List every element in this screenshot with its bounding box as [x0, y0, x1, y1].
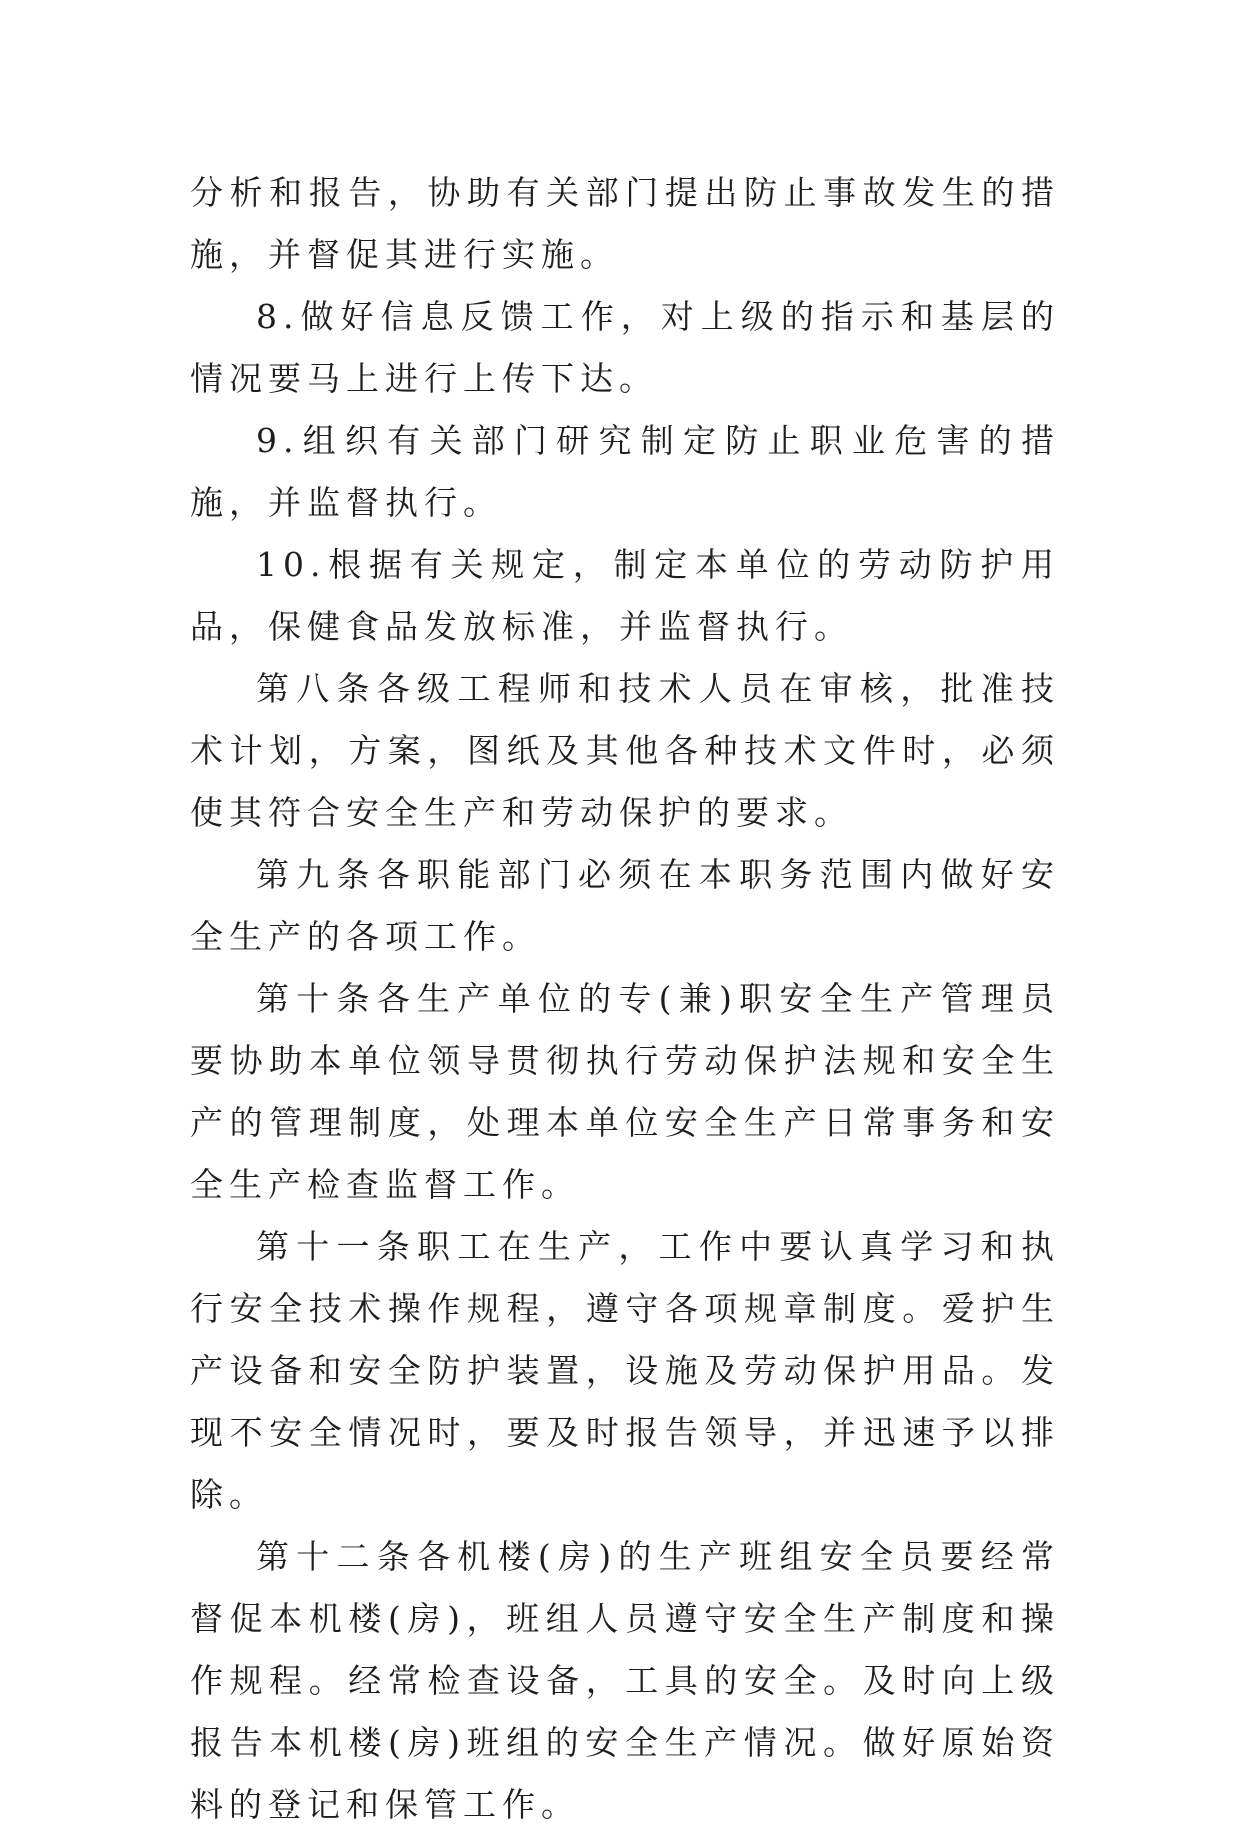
paragraph-2: 8.做好信息反馈工作，对上级的指示和基层的情况要马上进行上传下达。 [190, 297, 1060, 398]
paragraph-3: 9.组织有关部门研究制定防止职业危害的措施，并监督执行。 [190, 421, 1060, 522]
paragraph-4: 10.根据有关规定，制定本单位的劳动防护用品，保健食品发放标准，并监督执行。 [190, 545, 1060, 646]
paragraph-8: 第十一条职工在生产，工作中要认真学习和执行安全技术操作规程，遵守各项规章制度。爱护生产设备和安全防护装置，设施及劳动保护用品。发现不安全情况时，要及时报告领导，并迅速予以排除。 [190, 1227, 1060, 1514]
paragraph-9: 第十二条各机楼(房)的生产班组安全员要经常督促本机楼(房)，班组人员遵守安全生产制度和操作规程。经常检查设备，工具的安全。及时向上级报告本机楼(房)班组的安全生产情况。做好原始资料的登记和保管工作。 [190, 1537, 1060, 1824]
paragraph-6: 第九条各职能部门必须在本职务范围内做好安全生产的各项工作。 [190, 855, 1060, 956]
paragraph-1: 分析和报告，协助有关部门提出防止事故发生的措施，并督促其进行实施。 [190, 173, 1060, 274]
document-body [190, 162, 1060, 1836]
paragraph-5: 第八条各级工程师和技术人员在审核，批准技术计划，方案，图纸及其他各种技术文件时，必须使其符合安全生产和劳动保护的要求。 [190, 669, 1060, 832]
paragraph-7: 第十条各生产单位的专(兼)职安全生产管理员要协助本单位领导贯彻执行劳动保护法规和安全生产的管理制度，处理本单位安全生产日常事务和安全生产检查监督工作。 [190, 979, 1060, 1204]
